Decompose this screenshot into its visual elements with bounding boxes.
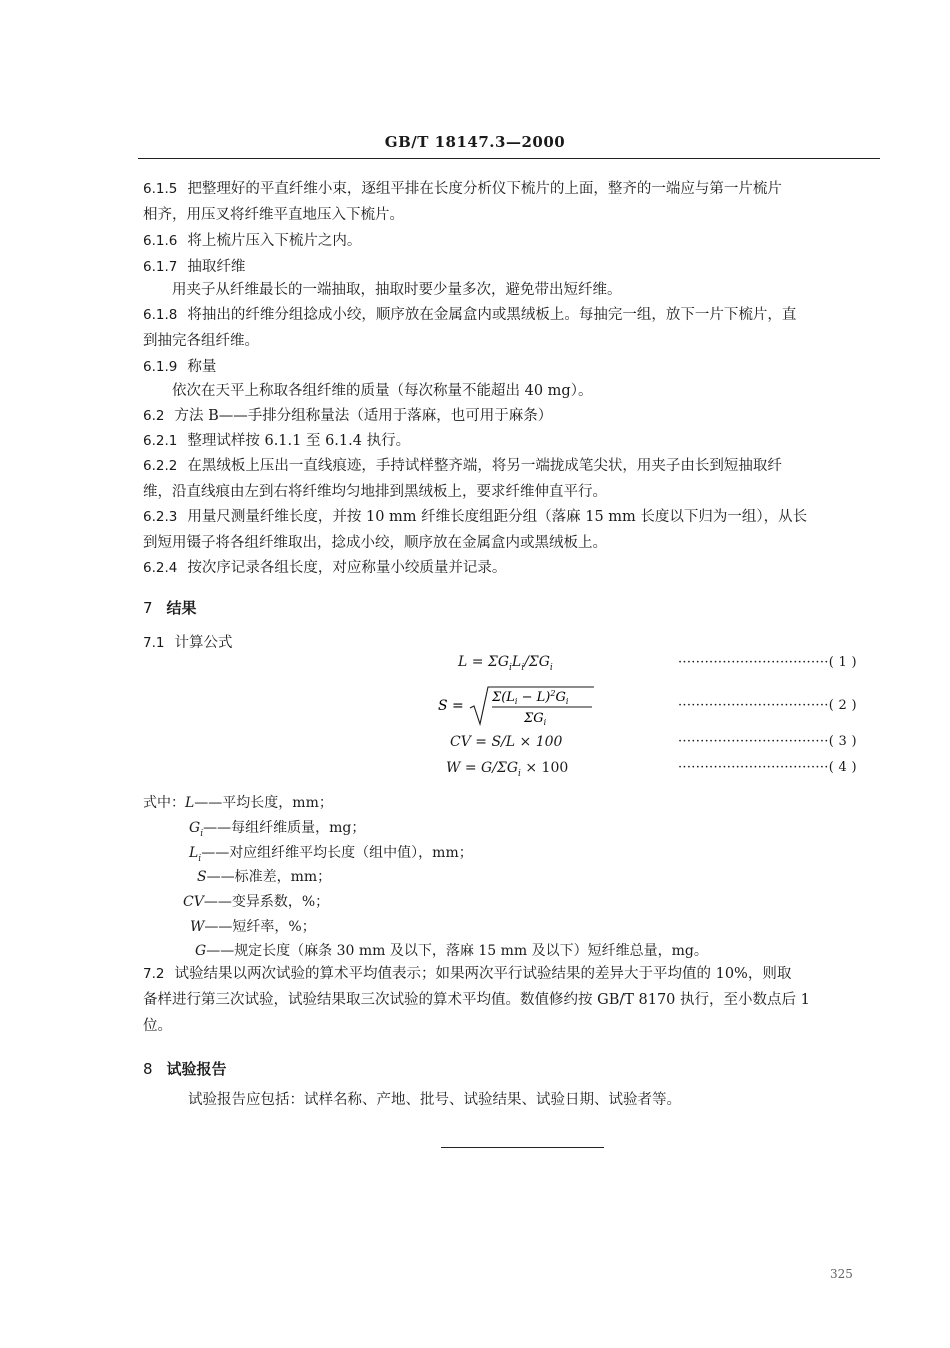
clause-title: 抽取纤维 bbox=[187, 259, 246, 275]
clause-number: 6.1.8 bbox=[143, 307, 178, 323]
formula-3-leader: ··································( 3 ) bbox=[678, 734, 857, 749]
clause-7-1 bbox=[143, 630, 883, 656]
clause-title: 计算公式 bbox=[174, 635, 233, 651]
clause-text: 相齐，用压叉将纤维平直地压入下梳片。 bbox=[143, 207, 404, 223]
clause-text: 把整理好的平直纤维小束，逐组平排在长度分析仪下梳片的上面，整齐的一端应与第一片梳片 bbox=[187, 181, 782, 197]
clause-number: 6.1.5 bbox=[143, 181, 178, 197]
section-7-heading bbox=[143, 597, 197, 618]
formula-2-radical bbox=[438, 686, 598, 728]
clause-6-2-2 bbox=[143, 453, 883, 505]
clause-title: 称量 bbox=[187, 359, 217, 375]
clause-text: 到短用镊子将各组纤维取出，捻成小绞，顺序放在金属盒内或黑绒板上。 bbox=[143, 535, 607, 551]
section-8-body: 试验报告应包括：试样名称、产地、批号、试验结果、试验日期、试验者等。 bbox=[188, 1092, 681, 1108]
svg-text:S: S bbox=[438, 698, 448, 714]
clause-6-2 bbox=[143, 403, 883, 429]
clause-number: 6.1.7 bbox=[143, 259, 178, 275]
clause-text: 将上梳片压入下梳片之内。 bbox=[187, 233, 362, 249]
clause-number: 6.1.6 bbox=[143, 233, 178, 249]
clause-6-1-6 bbox=[143, 228, 883, 254]
end-rule bbox=[441, 1147, 604, 1148]
clause-text: 整理试样按 6.1.1 至 6.1.4 执行。 bbox=[187, 433, 411, 449]
clause-text: 维，沿直线痕由左到右将纤维均匀地排到黑绒板上，要求纤维伸直平行。 bbox=[143, 484, 607, 500]
formula-4: $W = G/\Sigma G_i \times 100$ bbox=[446, 760, 569, 779]
formula-3: CV = S/L × 100 bbox=[450, 734, 563, 750]
clause-number: 6.2 bbox=[143, 408, 165, 424]
symbol-G-i: $G_i——$每组纤维质量，mg； bbox=[189, 820, 366, 839]
clause-text: 试验结果以两次试验的算术平均值表示；如果两次平行试验结果的差异大于平均值的 10%，则取 bbox=[174, 966, 792, 982]
clause-number: 6.1.9 bbox=[143, 359, 178, 375]
symbol-G: G——规定长度（麻条 30 mm 及以下，落麻 15 mm 及以下）短纤维总量，mg。 bbox=[195, 943, 708, 959]
clause-number: 7.1 bbox=[143, 635, 165, 651]
clause-6-2-1 bbox=[143, 428, 883, 454]
clause-text: 备样进行第三次试验，试验结果取三次试验的算术平均值。数值修约按 GB/T 8170 执行，至小数点后 1 bbox=[143, 992, 810, 1008]
clause-body: 用夹子从纤维最长的一端抽取，抽取时要少量多次，避免带出短纤维。 bbox=[172, 282, 622, 298]
section-title: 结果 bbox=[166, 599, 197, 617]
symbol-L: 式中：L——平均长度，mm； bbox=[143, 795, 333, 811]
clause-6-2-4 bbox=[143, 555, 883, 581]
clause-7-2 bbox=[143, 961, 883, 1039]
clause-6-1-5 bbox=[143, 176, 883, 228]
symbol-CV: CV——变异系数，%； bbox=[183, 894, 330, 910]
symbol-W: W——短纤率，%； bbox=[190, 919, 316, 935]
clause-text: 位。 bbox=[143, 1018, 172, 1034]
clause-number: 7.2 bbox=[143, 966, 165, 982]
section-title: 试验报告 bbox=[166, 1060, 227, 1078]
symbol-L-i: $L_i——$对应组纤维平均长度（组中值），mm； bbox=[189, 845, 473, 864]
section-8-heading bbox=[143, 1058, 227, 1079]
clause-text: 在黑绒板上压出一直线痕迹，手持试样整齐端，将另一端拢成笔尖状，用夹子由长到短抽取纤 bbox=[187, 458, 782, 474]
symbol-S: S——标准差，mm； bbox=[197, 869, 332, 885]
clause-number: 6.2.1 bbox=[143, 433, 178, 449]
section-number: 8 bbox=[143, 1060, 153, 1078]
svg-text:ΣGi: $\Sigma G_i$ bbox=[524, 711, 547, 727]
formula-1: $L = \Sigma G_iL_i/\Sigma G_i$ bbox=[458, 654, 553, 673]
formula-2-leader: ··································( 2 ) bbox=[678, 698, 857, 713]
section-number: 7 bbox=[143, 599, 153, 617]
header-rule bbox=[138, 158, 880, 159]
clause-6-1-9 bbox=[143, 354, 883, 380]
clause-6-2-3 bbox=[143, 504, 883, 556]
clause-number: 6.2.4 bbox=[143, 560, 178, 576]
clause-text: 将抽出的纤维分组捻成小绞，顺序放在金属盒内或黑绒板上。每抽完一组，放下一片下梳片，直 bbox=[187, 307, 797, 323]
clause-text: 按次序记录各组长度，对应称量小绞质量并记录。 bbox=[187, 560, 507, 576]
svg-text:=: = bbox=[452, 698, 464, 714]
svg-text:Σ(Li − L)2Gi: $\Sigma(L_i - L)^2G_i$ bbox=[492, 689, 569, 706]
clause-text: 到抽完各组纤维。 bbox=[143, 333, 259, 349]
standard-header: GB/T 18147.3—2000 bbox=[384, 133, 566, 151]
clause-body: 依次在天平上称取各组纤维的质量（每次称量不能超出 40 mg）。 bbox=[172, 383, 593, 399]
formula-4-leader: ··································( 4 ) bbox=[678, 760, 857, 775]
clause-title: 方法 B——手排分组称量法（适用于落麻，也可用于麻条） bbox=[174, 408, 553, 424]
clause-number: 6.2.2 bbox=[143, 458, 178, 474]
clause-6-1-8 bbox=[143, 302, 883, 354]
clause-number: 6.2.3 bbox=[143, 509, 178, 525]
formula-1-leader: ··································( 1 ) bbox=[678, 655, 857, 670]
clause-text: 用量尺测量纤维长度，并按 10 mm 纤维长度组距分组（落麻 15 mm 长度以下归为一组），从长 bbox=[187, 509, 808, 525]
page-number: 325 bbox=[830, 1267, 853, 1281]
